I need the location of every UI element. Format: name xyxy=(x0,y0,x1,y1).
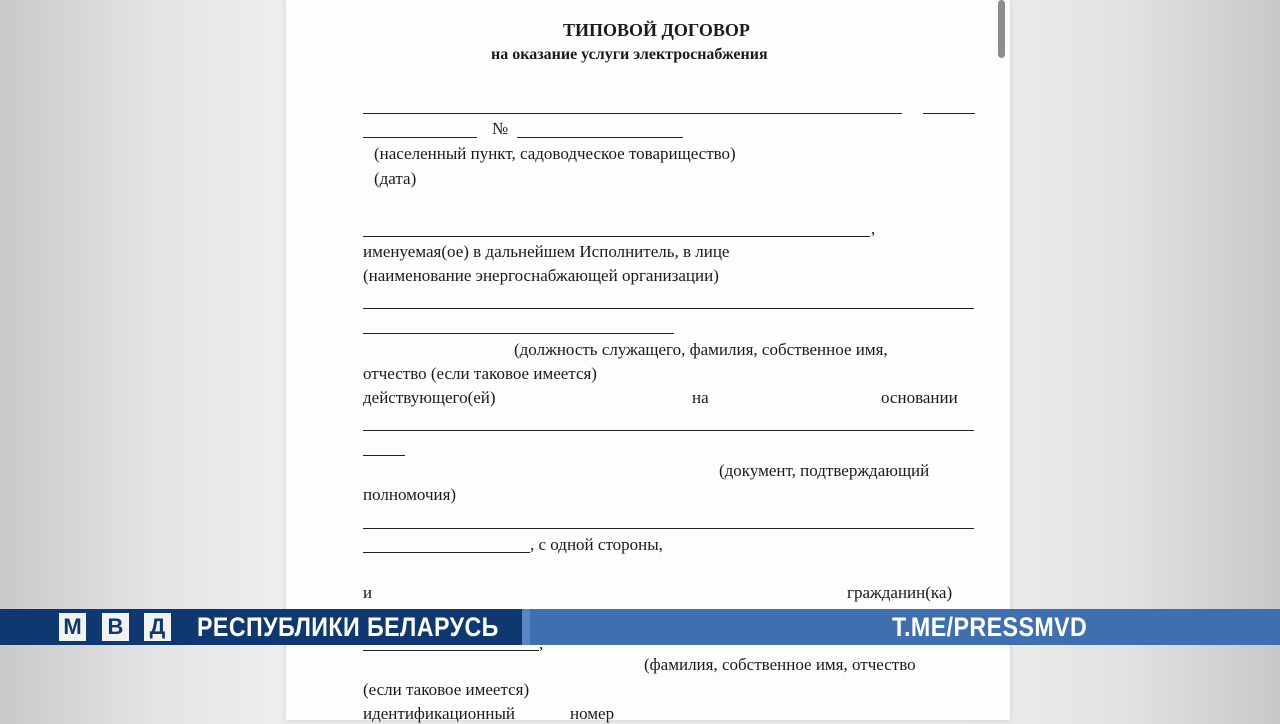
citizen-word: гражданин(ка) xyxy=(847,583,953,602)
mvd-logo-letter: В xyxy=(102,613,129,641)
position-caption: (должность служащего, фамилия, собственное имя, xyxy=(514,340,888,359)
authority-caption: полномочия) xyxy=(363,485,457,504)
basis-line-2 xyxy=(363,455,405,456)
document-caption: (документ, подтверждающий xyxy=(719,461,930,480)
citizen-line xyxy=(363,650,539,651)
banner-divider xyxy=(522,609,530,645)
scrollbar-thumb[interactable] xyxy=(998,0,1005,58)
year-line xyxy=(923,113,975,114)
basis-line-1 xyxy=(363,430,974,431)
place-line xyxy=(363,113,902,114)
organization-caption: (наименование энергоснабжающей организации) xyxy=(363,266,719,285)
place-caption: (населенный пункт, садоводческое товарищество) xyxy=(374,144,736,163)
mvd-logo-letter: М xyxy=(59,613,86,641)
party-line-2 xyxy=(363,552,530,553)
on-word: на xyxy=(692,388,709,407)
banner-country-text: РЕСПУБЛИКИ БЕЛАРУСЬ xyxy=(197,612,499,642)
date-caption: (дата) xyxy=(374,169,417,188)
acting-word: действующего(ей) xyxy=(363,388,496,407)
representative-line-1 xyxy=(363,308,974,309)
date-line xyxy=(363,137,477,138)
comma: , xyxy=(871,219,876,238)
patronymic-caption: отчество (если таковое имеется) xyxy=(363,364,597,383)
id-word: идентификационный xyxy=(363,704,515,723)
mvd-logo-letter: Д xyxy=(144,613,171,641)
document-title: ТИПОВОЙ ДОГОВОР xyxy=(563,20,750,40)
representative-line-2 xyxy=(363,333,674,334)
number-label: № xyxy=(492,119,509,138)
party-line-1 xyxy=(363,528,974,529)
number-word: номер xyxy=(570,704,615,723)
number-line xyxy=(517,137,683,138)
and-word: и xyxy=(363,583,373,602)
banner-telegram-link[interactable]: T.ME/PRESSMVD xyxy=(892,612,1088,642)
organization-line xyxy=(363,236,870,237)
one-side-text: , с одной стороны, xyxy=(530,535,663,554)
fio-caption: (фамилия, собственное имя, отчество xyxy=(644,655,916,674)
if-exists-caption: (если таковое имеется) xyxy=(363,680,530,699)
named-executor-text: именуемая(ое) в дальнейшем Исполнитель, в лице xyxy=(363,242,730,261)
document-subtitle: на оказание услуги электроснабжения xyxy=(491,46,768,63)
basis-word: основании xyxy=(881,388,958,407)
